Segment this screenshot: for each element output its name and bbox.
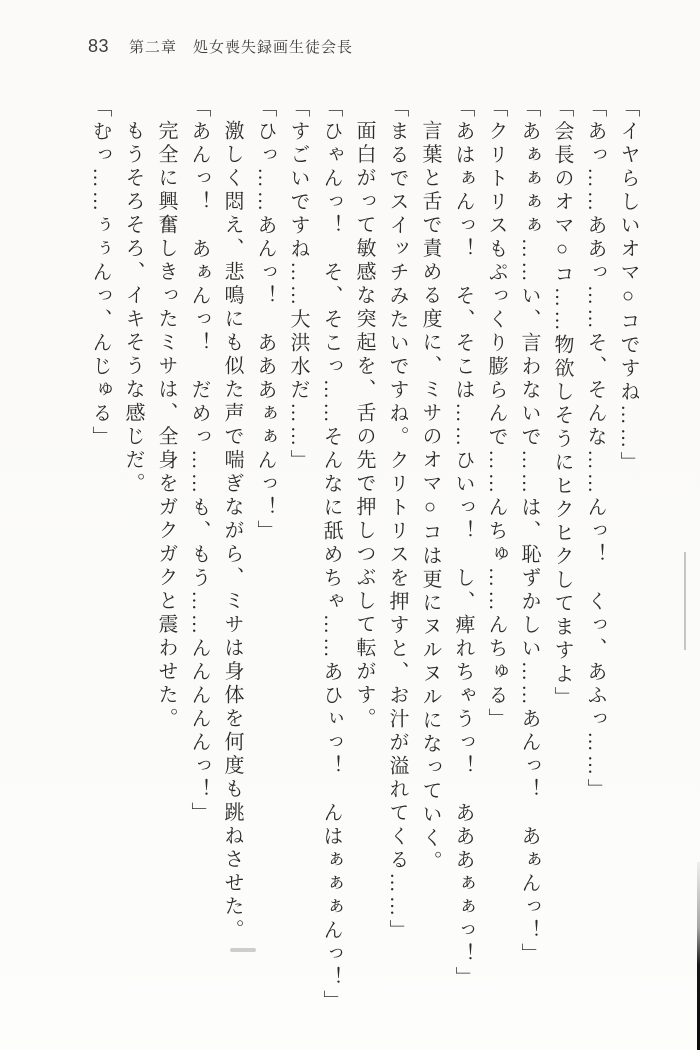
- text-column-8: 「まるでスイッチみたいですね。クリトリスを押すと、お汁が溢れてくる……」: [386, 97, 408, 943]
- text-column-17: 「むっ……ぅぅんっ、んじゅる」: [89, 97, 111, 450]
- page-number: 83: [88, 36, 110, 56]
- text-column-9: 面白がって敏感な突起を、舌の先で押しつぶして転がす。: [353, 120, 375, 731]
- text-column-12: 「ひっ……あんっ！ あああぁぁんっ！」: [254, 97, 276, 544]
- text-column-10: 「ひゃんっ！ そ、そこっ……そんなに舐めちゃ……あひぃっ！ んはぁぁぁんっ！」: [320, 97, 342, 1014]
- text-column-1: 「イヤらしいオマ○コですね……」: [617, 97, 639, 475]
- text-column-6: 「あはぁんっ！ そ、そこは……ひいっ！ し、痺れちゃうっ！ あああぁぁっ！」: [452, 97, 474, 990]
- text-column-7: 言葉と舌で責める度に、ミサのオマ○コは更にヌルヌルになっていく。: [419, 120, 441, 874]
- text-column-13: 激しく悶え、悲鳴にも似た声で喘ぎながら、ミサは身体を何度も跳ねさせた。: [221, 120, 243, 943]
- text-column-11: 「すごいですね……大洪水だ……」: [287, 97, 309, 473]
- scan-smudge: [230, 948, 256, 952]
- text-column-2: 「あっ……ああっ……そ、そんな……んっ！ くっ、あふっ……」: [584, 97, 606, 802]
- page-header: [88, 36, 353, 57]
- text-column-16: もうそろそろ、イキそうな感じだ。: [122, 120, 144, 496]
- text-column-5: 「クリトリスもぷっくり膨らんで……んちゅ……んちゅる」: [485, 97, 507, 732]
- text-column-14: 「あんっ！ あぁんっ！ だめっ……も、もう……んんんんんっ！」: [188, 97, 210, 826]
- text-column-3: 「会長のオマ○コ……物欲しそうにヒクヒクしてますよ」: [551, 97, 573, 710]
- text-column-15: 完全に興奮しきったミサは、全身をガクガクと震わせた。: [155, 120, 177, 731]
- chapter-title: 第二章 処女喪失録画生徒会長: [129, 39, 354, 56]
- body-text: [83, 97, 644, 1017]
- text-column-4: 「あぁぁぁぁ……い、言わないで……は、恥ずかしい……あんっ！ あぁんっ！」: [518, 97, 540, 967]
- page-edge-line: [684, 552, 686, 650]
